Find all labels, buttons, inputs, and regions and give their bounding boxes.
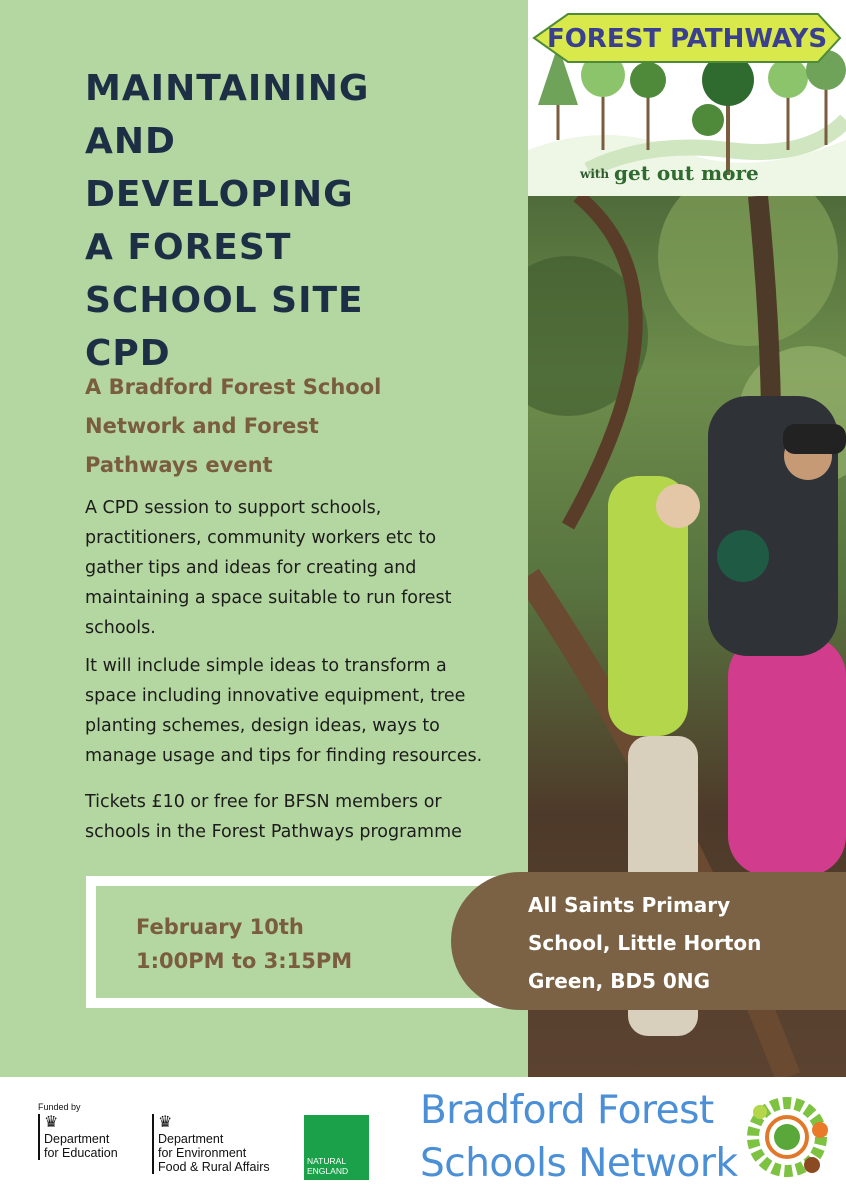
tree-icon bbox=[630, 62, 666, 150]
event-time: 1:00PM to 3:15PM bbox=[136, 949, 353, 973]
ne-line: ENGLAND bbox=[307, 1166, 349, 1176]
title-line: A FOREST bbox=[85, 227, 292, 268]
tree-icon bbox=[768, 58, 808, 150]
title-line: SCHOOL SITE bbox=[85, 280, 364, 321]
logo-get-out-more-text: get out more bbox=[614, 161, 759, 185]
paragraph-line: gather tips and ideas for creating and bbox=[85, 558, 417, 578]
paragraph-line: It will include simple ideas to transform a bbox=[85, 656, 447, 676]
bfsn-line: Schools Network bbox=[420, 1141, 738, 1186]
defra-line: Department bbox=[158, 1132, 224, 1146]
defra-logo bbox=[152, 1114, 292, 1174]
ne-line: NATURAL bbox=[307, 1156, 347, 1166]
description-paragraph-2 bbox=[85, 651, 525, 771]
paragraph-line: space including innovative equipment, tree bbox=[85, 686, 466, 706]
event-title bbox=[85, 62, 505, 380]
natural-england-logo bbox=[304, 1115, 369, 1180]
bfsn-line: Bradford Forest bbox=[420, 1088, 714, 1133]
title-line: DEVELOPING bbox=[85, 174, 354, 215]
tickets-paragraph bbox=[85, 787, 525, 847]
paragraph-line: maintaining a space suitable to run forest bbox=[85, 588, 452, 608]
subtitle-line: A Bradford Forest School bbox=[85, 375, 382, 399]
paragraph-line: practitioners, community workers etc to bbox=[85, 528, 437, 548]
subtitle-line: Network and Forest bbox=[85, 414, 319, 438]
title-line: CPD bbox=[85, 333, 171, 374]
event-date-time bbox=[136, 910, 352, 978]
bfsn-logo-text bbox=[420, 1084, 738, 1190]
venue-address bbox=[528, 886, 828, 1000]
paragraph-line: A CPD session to support schools, bbox=[85, 498, 382, 518]
dfe-line: for Education bbox=[44, 1146, 118, 1160]
paragraph-line: manage usage and tips for finding resources. bbox=[85, 746, 483, 766]
logo-with-text: with bbox=[580, 167, 610, 181]
dfe-logo bbox=[38, 1114, 138, 1160]
royal-crest-icon: ♛ bbox=[158, 1114, 173, 1131]
wreath-logo-icon bbox=[740, 1090, 835, 1185]
dfe-line: Department bbox=[44, 1132, 110, 1146]
royal-crest-icon: ♛ bbox=[44, 1114, 59, 1131]
paragraph-line: schools in the Forest Pathways programme bbox=[85, 822, 462, 842]
funded-by-label: Funded by bbox=[38, 1102, 81, 1112]
description-paragraph-1 bbox=[85, 493, 525, 643]
forest-pathways-illustration bbox=[528, 0, 846, 196]
venue-line: All Saints Primary bbox=[528, 893, 731, 917]
title-line: AND bbox=[85, 121, 176, 162]
defra-line: for Environment bbox=[158, 1146, 247, 1160]
subtitle-line: Pathways event bbox=[85, 453, 273, 477]
defra-line: Food & Rural Affairs bbox=[158, 1160, 270, 1174]
forest-pathways-banner-text: FOREST PATHWAYS bbox=[546, 24, 828, 54]
paragraph-line: Tickets £10 or free for BFSN members or bbox=[85, 792, 442, 812]
venue-line: School, Little Horton bbox=[528, 931, 762, 955]
event-date: February 10th bbox=[136, 915, 304, 939]
forest-pathways-logo bbox=[528, 0, 846, 196]
natural-england-text bbox=[307, 1156, 348, 1176]
paragraph-line: schools. bbox=[85, 618, 156, 638]
event-subtitle bbox=[85, 368, 485, 485]
title-line: MAINTAINING bbox=[85, 68, 370, 109]
venue-line: Green, BD5 0NG bbox=[528, 969, 711, 993]
paragraph-line: planting schemes, design ideas, ways to bbox=[85, 716, 440, 736]
